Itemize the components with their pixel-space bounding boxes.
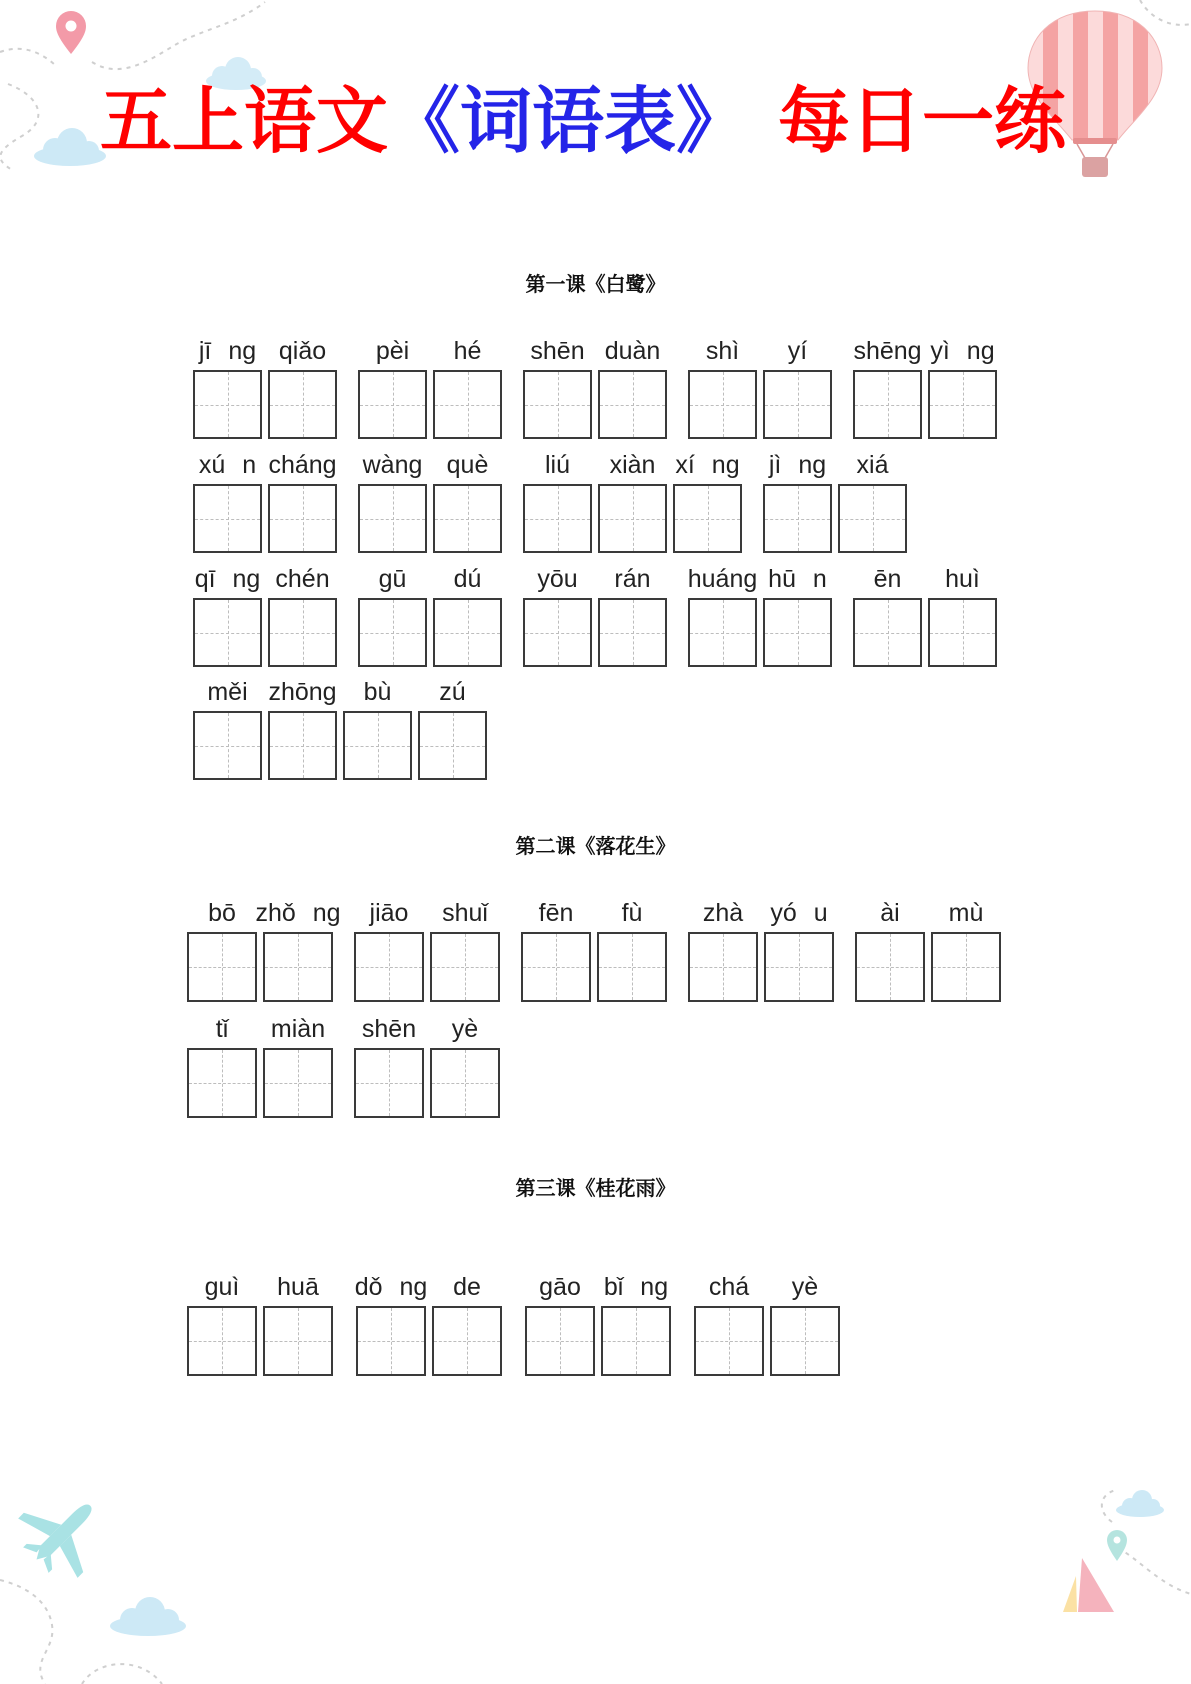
word-group (853, 337, 997, 439)
writing-box (928, 565, 997, 667)
word-group (187, 899, 341, 1002)
pinyin-label: ài (880, 899, 900, 927)
pinyin-label: yè (451, 1015, 479, 1043)
writing-box (255, 899, 341, 1002)
pinyin-label: tǐ (215, 1015, 229, 1043)
writing-box (268, 337, 337, 439)
writing-box (358, 337, 427, 439)
word-group (525, 1273, 671, 1376)
writing-box (763, 565, 832, 667)
writing-box (601, 1273, 671, 1376)
word-row (193, 565, 997, 667)
writing-box (928, 337, 997, 439)
pinyin-label: bō (208, 899, 236, 927)
pinyin-label: hū n (768, 565, 827, 593)
title-grade-subject: 五上语文 (100, 79, 389, 163)
writing-box (838, 451, 907, 553)
writing-box (358, 565, 427, 667)
pinyin-label: liú (544, 451, 571, 479)
writing-box (354, 1273, 428, 1376)
word-group (687, 565, 832, 667)
writing-box (430, 899, 500, 1002)
writing-box (268, 565, 337, 667)
writing-box (763, 337, 832, 439)
pinyin-label: pèi (375, 337, 410, 365)
pinyin-label: chá (708, 1273, 750, 1301)
pinyin-label: hé (453, 337, 482, 365)
pinyin-label: yí (787, 337, 808, 365)
writing-box (523, 337, 592, 439)
word-group (523, 451, 742, 553)
cloud-icon (110, 1597, 186, 1636)
writing-box (433, 451, 502, 553)
word-group (187, 1273, 333, 1376)
writing-box (598, 451, 667, 553)
writing-box (268, 678, 337, 780)
word-group (358, 337, 502, 439)
writing-box (931, 899, 1001, 1002)
word-group (763, 451, 907, 553)
word-group (193, 337, 337, 439)
title-daily-practice: 每日一练 (778, 79, 1067, 163)
writing-box (764, 899, 834, 1002)
word-group (193, 565, 337, 667)
cloud-icon (1116, 1490, 1164, 1517)
pinyin-label: jì ng (768, 451, 827, 479)
writing-box (193, 451, 262, 553)
pinyin-label: bǐ ng (603, 1273, 669, 1301)
writing-box (770, 1273, 840, 1376)
writing-box (268, 451, 337, 553)
writing-box (343, 678, 412, 780)
sailboat-icon (1063, 1558, 1114, 1612)
writing-box (523, 451, 592, 553)
pinyin-label: de (453, 1273, 481, 1301)
pinyin-label: fù (621, 899, 643, 927)
writing-box (432, 1273, 502, 1376)
word-group (358, 451, 502, 553)
pinyin-label: gāo (539, 1273, 581, 1301)
pinyin-label: què (446, 451, 489, 479)
pinyin-label: chén (275, 565, 330, 593)
cloud-icon (34, 128, 106, 166)
pinyin-label: jiāo (369, 899, 409, 927)
writing-box (354, 899, 424, 1002)
writing-box (525, 1273, 595, 1376)
pinyin-label: yōu (537, 565, 578, 593)
pinyin-label: qī ng (194, 565, 261, 593)
pinyin-label: shēng (853, 337, 922, 365)
writing-box (263, 1015, 333, 1118)
writing-box (853, 337, 922, 439)
pinyin-label: yè (791, 1273, 819, 1301)
writing-box (193, 565, 262, 667)
title-word-list: 《词语表》 (388, 79, 749, 163)
lesson-heading: 第一课《白鹭》 (525, 272, 666, 296)
writing-box (688, 899, 758, 1002)
pinyin-label: gū (378, 565, 407, 593)
pinyin-label: zú (439, 678, 466, 706)
lesson-heading: 第二课《落花生》 (515, 834, 676, 858)
pinyin-label: huáng (687, 565, 758, 593)
word-row (193, 451, 907, 553)
word-group (855, 899, 1001, 1002)
word-row (187, 899, 1001, 1002)
writing-box (521, 899, 591, 1002)
pinyin-label: huā (277, 1273, 319, 1301)
pinyin-label: miàn (270, 1015, 326, 1043)
word-group (354, 1015, 500, 1118)
pinyin-label: xú n (198, 451, 257, 479)
lesson-heading: 第三课《桂花雨》 (515, 1176, 676, 1200)
writing-box (263, 1273, 333, 1376)
pinyin-label: guì (204, 1273, 240, 1301)
writing-box (358, 451, 427, 553)
writing-box (193, 678, 262, 780)
pinyin-label: bù (363, 678, 392, 706)
pinyin-label: zhōng (268, 678, 337, 706)
word-group (694, 1273, 840, 1376)
pinyin-label: rán (614, 565, 651, 593)
location-pin-icon (56, 11, 86, 54)
pinyin-label: huì (945, 565, 980, 593)
writing-box (597, 899, 667, 1002)
word-group (521, 899, 667, 1002)
pinyin-label: jī ng (198, 337, 257, 365)
word-row (193, 337, 997, 439)
page-title (100, 79, 1066, 163)
word-group (193, 678, 487, 780)
pinyin-label: shì (705, 337, 740, 365)
writing-box (694, 1273, 764, 1376)
pinyin-label: duàn (604, 337, 661, 365)
writing-box (598, 565, 667, 667)
pinyin-label: dú (453, 565, 482, 593)
pinyin-label: shēn (361, 1015, 417, 1043)
pinyin-label: fēn (538, 899, 574, 927)
writing-box (433, 565, 502, 667)
writing-box (187, 899, 257, 1002)
word-group (354, 1273, 502, 1376)
pinyin-label: mù (948, 899, 984, 927)
pinyin-label: shuǐ (442, 899, 488, 927)
writing-box (855, 899, 925, 1002)
writing-box (688, 337, 757, 439)
pinyin-label: wàng (362, 451, 423, 479)
pinyin-label: xiá (856, 451, 889, 479)
writing-box (187, 1273, 257, 1376)
location-pin-icon (1107, 1530, 1127, 1561)
word-group (688, 337, 832, 439)
writing-box (687, 565, 758, 667)
pinyin-label: zhà (702, 899, 744, 927)
pinyin-label: yì ng (930, 337, 995, 365)
writing-box (763, 451, 832, 553)
word-group (187, 1015, 333, 1118)
writing-box (598, 337, 667, 439)
pinyin-label: dǒ ng (354, 1273, 428, 1301)
pinyin-label: xiàn (609, 451, 656, 479)
pinyin-label: zhǒ ng (255, 899, 341, 927)
writing-box (523, 565, 592, 667)
pinyin-label: xí ng (675, 451, 740, 479)
word-group (688, 899, 834, 1002)
word-row (187, 1273, 840, 1376)
pinyin-label: qiǎo (278, 337, 327, 365)
writing-box (433, 337, 502, 439)
writing-box (193, 337, 262, 439)
word-group (358, 565, 502, 667)
pinyin-label: měi (207, 678, 248, 706)
word-row (187, 1015, 500, 1118)
writing-box (187, 1015, 257, 1118)
pinyin-label: yó u (770, 899, 828, 927)
writing-box (430, 1015, 500, 1118)
writing-box (354, 1015, 424, 1118)
word-row (193, 678, 487, 780)
pinyin-label: ēn (873, 565, 902, 593)
pinyin-label: cháng (268, 451, 337, 479)
writing-box (418, 678, 487, 780)
writing-box (673, 451, 742, 553)
word-group (354, 899, 500, 1002)
word-group (193, 451, 337, 553)
writing-box (853, 565, 922, 667)
word-group (853, 565, 997, 667)
pinyin-label: shēn (530, 337, 585, 365)
word-group (523, 337, 667, 439)
airplane-icon (6, 1476, 120, 1590)
word-group (523, 565, 667, 667)
